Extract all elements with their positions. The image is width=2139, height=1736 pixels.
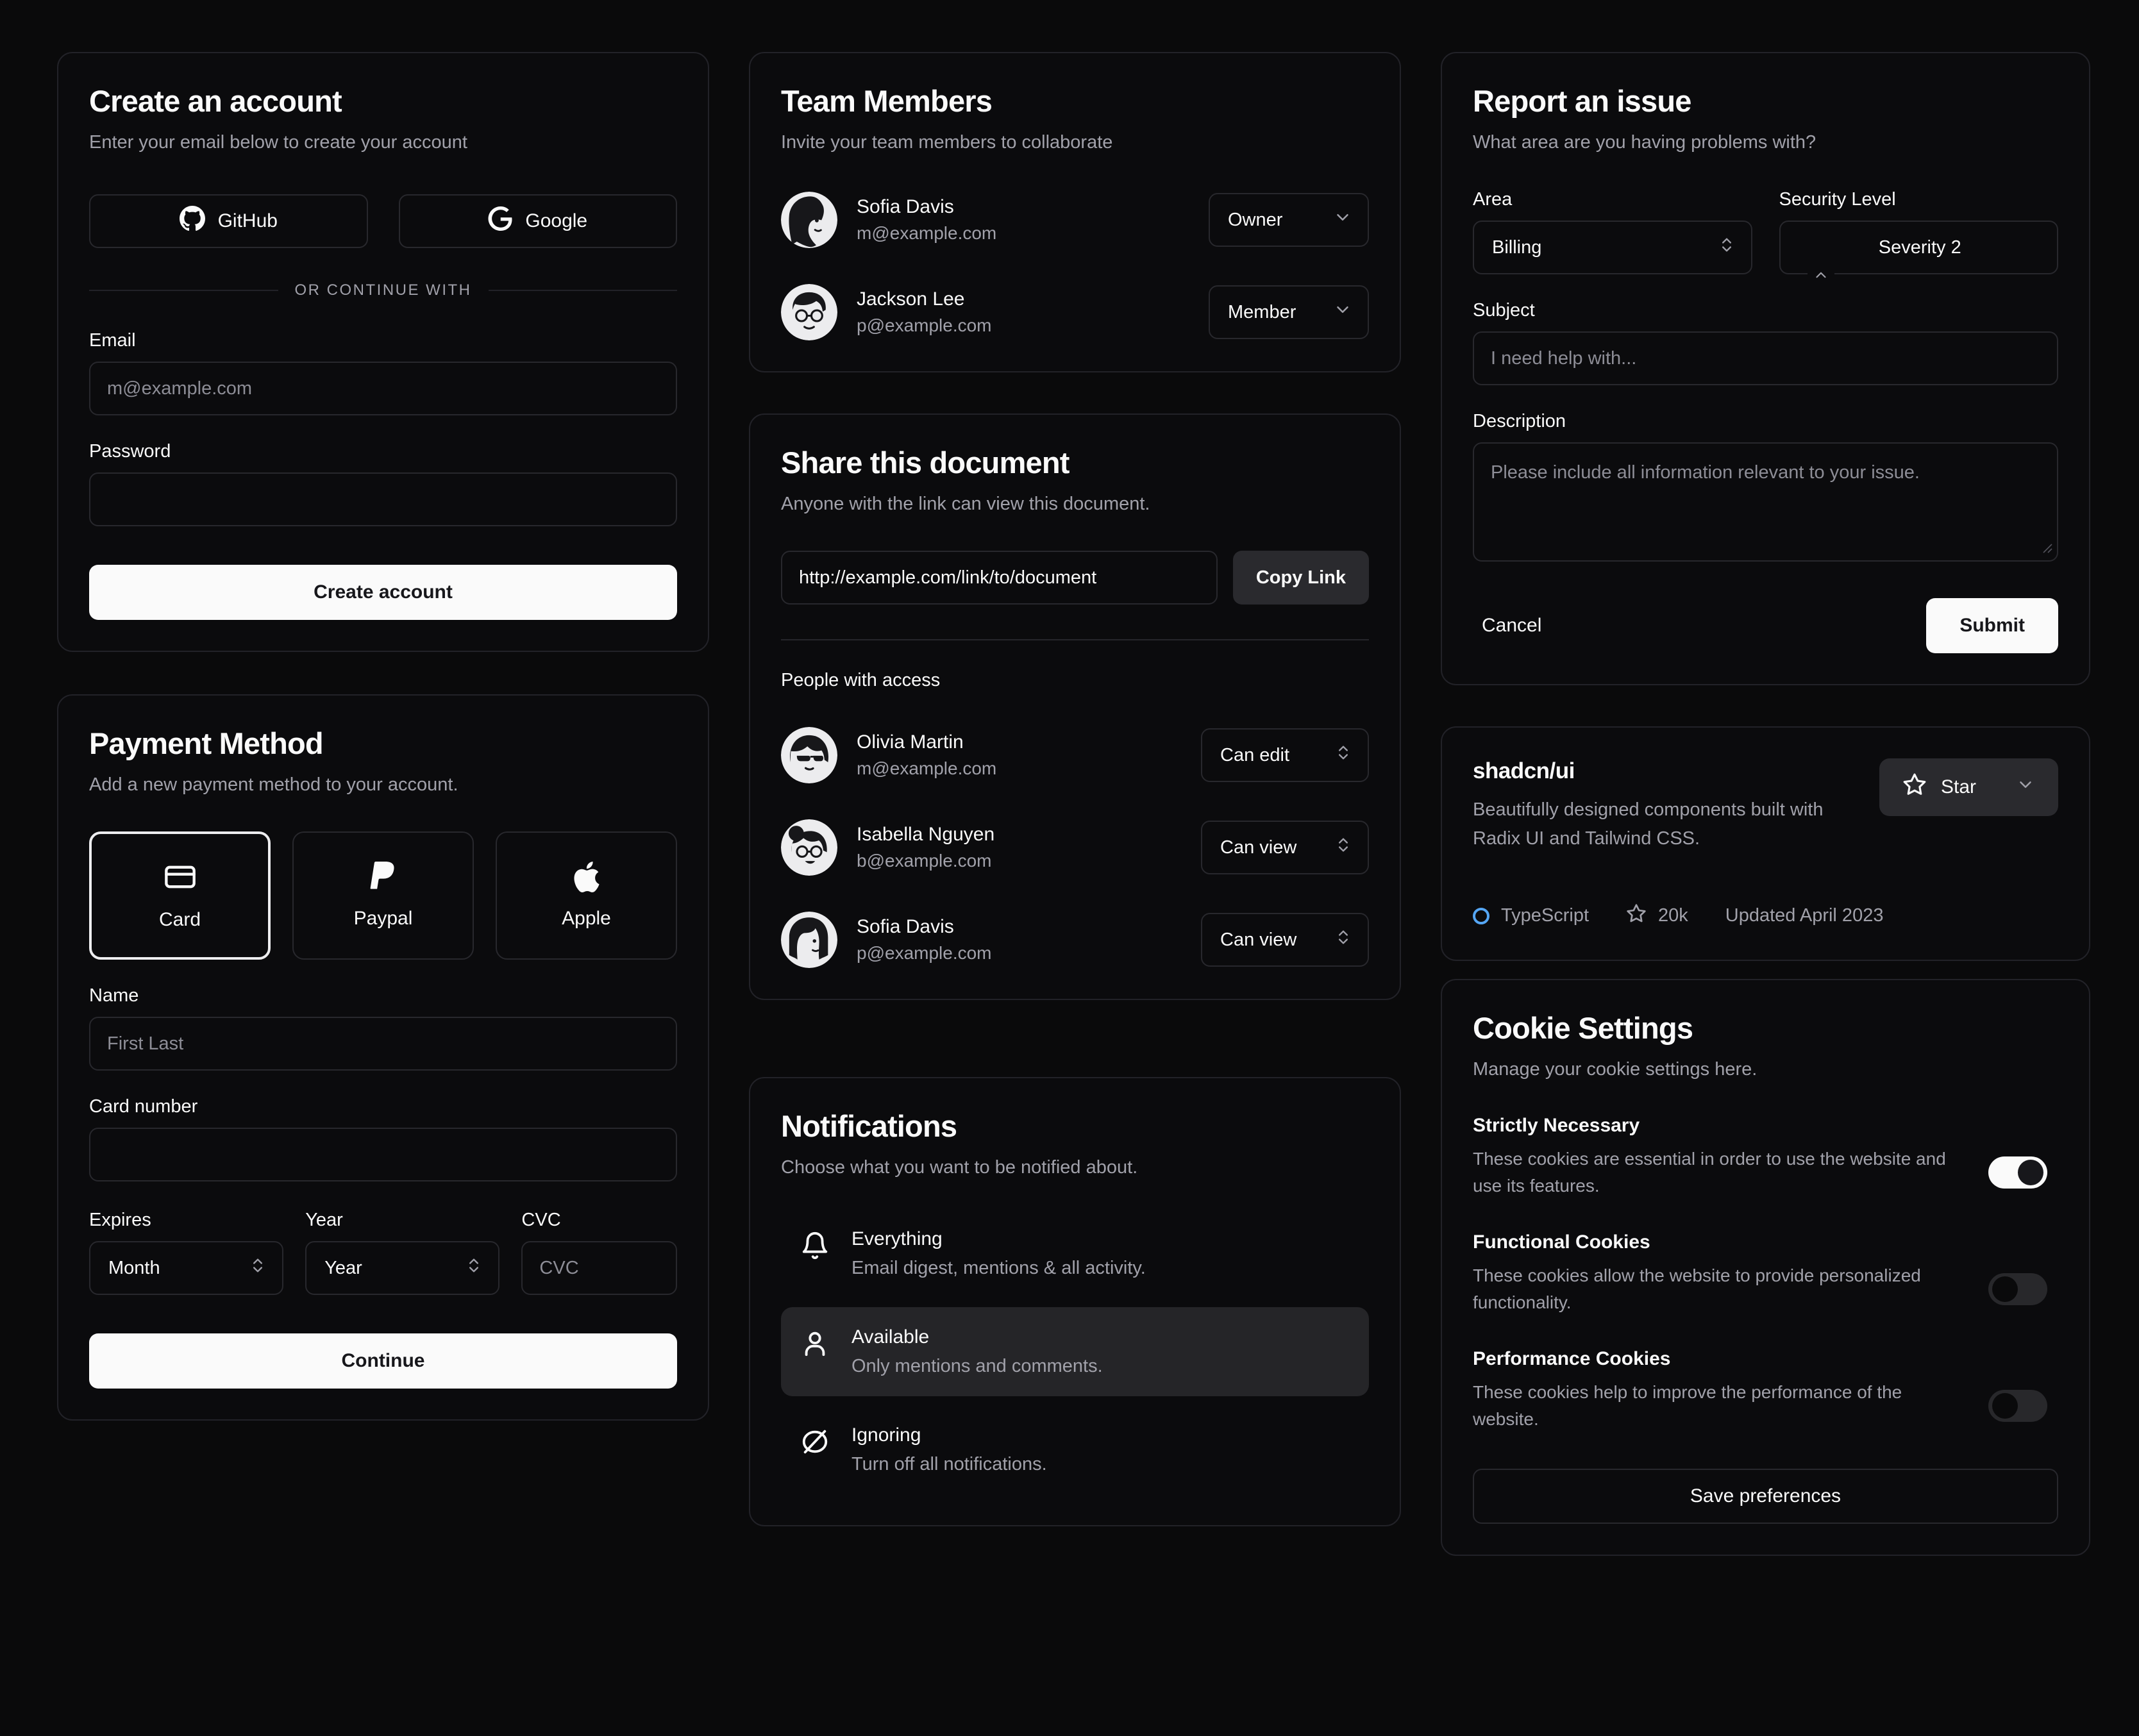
payment-tab-apple-label: Apple (562, 908, 611, 930)
notification-option-title: Available (851, 1326, 930, 1348)
oauth-buttons (89, 194, 677, 248)
avatar-olivia-martin (781, 727, 837, 783)
cookie-item-description: These cookies allow the website to provide personalized functionality. (1473, 1265, 1921, 1313)
people-with-access-label: People with access (781, 670, 941, 691)
cookie-row-functional (1473, 1231, 2058, 1316)
repo-meta (1473, 903, 2058, 929)
divider-line (781, 639, 1369, 640)
permission-value: Can edit (1220, 744, 1290, 765)
name-field[interactable] (89, 1017, 677, 1071)
github-button[interactable] (89, 194, 368, 248)
google-icon (488, 206, 512, 236)
team-member-row (781, 192, 1369, 248)
card-number-label: Card number (89, 1096, 198, 1117)
cookie-item-description: These cookies are essential in order to use the website and use its features. (1473, 1149, 1946, 1196)
card-number-field-group (89, 1096, 677, 1181)
cookie-item-title: Strictly Necessary (1473, 1115, 1640, 1137)
star-button[interactable] (1879, 758, 2058, 816)
team-member-email: m@example.com (857, 223, 997, 244)
access-person-name: Sofia Davis (857, 916, 954, 938)
subject-field[interactable] (1473, 331, 2058, 385)
chevrons-up-down-icon (465, 1256, 483, 1280)
payment-tab-apple[interactable] (496, 831, 677, 960)
google-button-label: Google (525, 210, 588, 232)
access-person-email: b@example.com (857, 851, 992, 871)
notifications-description: Choose what you want to be notified about. (781, 1157, 1138, 1178)
expires-month-value: Month (108, 1257, 160, 1278)
notification-option-text (851, 1326, 1103, 1377)
cancel-button[interactable]: Cancel (1473, 615, 1550, 637)
cookie-item-description: These cookies help to improve the performance of the website. (1473, 1382, 1902, 1430)
security-level-select[interactable] (1779, 221, 2059, 274)
strictly-necessary-toggle[interactable] (1988, 1156, 2047, 1189)
chevron-down-icon[interactable] (2016, 775, 2035, 799)
share-document-card (749, 413, 1401, 1000)
email-field[interactable] (89, 362, 677, 415)
notification-option-text (851, 1424, 1047, 1475)
access-person-info (857, 824, 1182, 871)
role-select-owner[interactable] (1209, 193, 1369, 247)
bell-icon (800, 1231, 830, 1264)
notification-option-title: Everything (851, 1228, 943, 1250)
access-person-name: Isabella Nguyen (857, 824, 995, 846)
card-number-field[interactable] (89, 1128, 677, 1181)
area-value: Billing (1492, 237, 1542, 258)
expires-month-select[interactable] (89, 1241, 283, 1295)
google-button[interactable] (399, 194, 678, 248)
or-divider-label: OR CONTINUE WITH (294, 281, 472, 299)
chevrons-up-down-icon (1334, 928, 1352, 951)
notification-option-available[interactable] (781, 1307, 1369, 1396)
github-button-label: GitHub (217, 210, 278, 232)
chevrons-up-down-icon (249, 1256, 267, 1280)
avatar-jackson-lee (781, 284, 837, 340)
star-icon (1626, 903, 1647, 929)
access-person-info (857, 731, 1182, 779)
share-link-row (781, 551, 1369, 605)
team-member-email: p@example.com (857, 315, 992, 336)
security-level-group (1779, 189, 2059, 274)
permission-select-can-view[interactable] (1201, 913, 1369, 967)
chevrons-up-down-icon (1334, 744, 1352, 767)
team-member-info (857, 288, 1189, 336)
year-label: Year (305, 1210, 343, 1231)
email-label: Email (89, 330, 136, 351)
star-button-label: Star (1940, 776, 1976, 798)
description-textarea-wrap (1473, 442, 2058, 565)
chevron-up-icon (1808, 267, 1834, 287)
report-issue-description: What area are you having problems with? (1473, 132, 1816, 153)
payment-tab-card-label: Card (158, 909, 201, 931)
permission-value: Can view (1220, 929, 1297, 950)
report-actions (1473, 598, 2058, 653)
area-label: Area (1473, 189, 1513, 210)
security-level-value: Severity 2 (1878, 237, 1961, 258)
notification-option-description: Email digest, mentions & all activity. (851, 1258, 1146, 1279)
save-preferences-button[interactable]: Save preferences (1473, 1469, 2058, 1524)
expires-label: Expires (89, 1210, 151, 1231)
person-icon (800, 1329, 830, 1362)
access-person-email: m@example.com (857, 758, 997, 779)
notification-option-title: Ignoring (851, 1424, 921, 1446)
divider-line (89, 290, 278, 291)
chevron-down-icon (1333, 208, 1352, 232)
role-select-member[interactable] (1209, 285, 1369, 339)
team-member-name: Sofia Davis (857, 196, 954, 218)
repo-language-label: TypeScript (1501, 905, 1589, 926)
toggle-thumb (1992, 1393, 2018, 1419)
repo-language (1473, 905, 1589, 926)
resize-grip-icon[interactable] (2039, 540, 2053, 557)
payment-type-tabs (89, 831, 677, 960)
copy-link-button[interactable]: Copy Link (1233, 551, 1369, 605)
divider-line (489, 290, 678, 291)
avatar-sofia-davis (781, 192, 837, 248)
expiry-row (89, 1210, 677, 1295)
repo-description: Beautifully designed components built with Radix UI and Tailwind CSS. (1473, 799, 1824, 849)
subject-group (1473, 300, 2058, 385)
create-account-description: Enter your email below to create your account (89, 132, 467, 153)
permission-select-can-view[interactable] (1201, 821, 1369, 874)
year-select[interactable] (305, 1241, 499, 1295)
name-label: Name (89, 985, 139, 1006)
right-column (1441, 52, 2090, 1556)
create-account-card (57, 52, 709, 652)
subject-label: Subject (1473, 300, 1535, 321)
description-field[interactable] (1473, 442, 2058, 562)
share-link-input[interactable] (781, 551, 1218, 605)
cookie-item-body (1473, 1262, 2058, 1316)
paypal-icon (368, 862, 399, 897)
notification-option-description: Turn off all notifications. (851, 1454, 1047, 1475)
team-members-title: Team Members (781, 84, 993, 118)
notification-option-ignoring[interactable] (781, 1405, 1369, 1494)
submit-button[interactable]: Submit (1926, 598, 2058, 653)
team-members-description: Invite your team members to collaborate (781, 132, 1113, 153)
cookie-row-performance (1473, 1348, 2058, 1433)
apple-icon (571, 862, 602, 897)
cookie-item-body (1473, 1146, 2058, 1199)
report-issue-card (1441, 52, 2090, 685)
notification-option-description: Only mentions and comments. (851, 1356, 1103, 1377)
functional-cookies-toggle[interactable] (1988, 1273, 2047, 1305)
chevron-down-icon (1333, 300, 1352, 324)
create-account-button[interactable]: Create account (89, 565, 677, 620)
area-select[interactable] (1473, 221, 1752, 274)
cookie-settings-title: Cookie Settings (1473, 1010, 1693, 1045)
payment-tab-paypal-label: Paypal (353, 908, 413, 930)
description-label: Description (1473, 411, 1566, 432)
continue-button[interactable]: Continue (89, 1333, 677, 1389)
description-group (1473, 411, 2058, 565)
cookie-item-title: Functional Cookies (1473, 1231, 1650, 1253)
cookie-row-strictly-necessary (1473, 1115, 2058, 1199)
report-issue-title: Report an issue (1473, 84, 1691, 118)
repo-card (1441, 726, 2090, 961)
area-group (1473, 189, 1752, 274)
access-person-row (781, 727, 1369, 783)
cookie-item-body (1473, 1379, 2058, 1433)
repo-stars-count: 20k (1658, 905, 1688, 926)
eye-off-icon (800, 1427, 830, 1460)
or-divider (89, 281, 677, 299)
password-label: Password (89, 441, 171, 462)
notification-option-text (851, 1228, 1146, 1279)
payment-tab-paypal[interactable] (292, 831, 474, 960)
access-person-info (857, 916, 1182, 964)
cookie-settings-card (1441, 979, 2090, 1556)
notification-option-everything[interactable] (781, 1209, 1369, 1298)
payment-method-description: Add a new payment method to your account. (89, 774, 458, 796)
area-security-row (1473, 189, 2058, 274)
role-value: Member (1228, 301, 1296, 322)
access-person-email: p@example.com (857, 943, 992, 964)
cvc-label: CVC (521, 1210, 561, 1231)
performance-cookies-toggle[interactable] (1988, 1390, 2047, 1422)
access-person-name: Olivia Martin (857, 731, 964, 753)
cookie-settings-description: Manage your cookie settings here. (1473, 1059, 1757, 1080)
toggle-thumb (1992, 1276, 2018, 1302)
share-document-title: Share this document (781, 446, 1070, 480)
repo-header (1473, 758, 2058, 853)
create-account-title: Create an account (89, 84, 342, 118)
name-field-group (89, 985, 677, 1071)
security-level-label: Security Level (1779, 189, 1896, 210)
share-document-description: Anyone with the link can view this document. (781, 494, 1150, 515)
left-column (57, 52, 709, 1421)
typescript-dot-icon (1473, 908, 1489, 924)
year-group (305, 1210, 499, 1295)
cvc-field[interactable] (521, 1241, 677, 1295)
repo-updated: Updated April 2023 (1725, 905, 1884, 926)
password-field[interactable] (89, 472, 677, 526)
avatar-isabella-nguyen (781, 819, 837, 876)
expires-group (89, 1210, 283, 1295)
payment-tab-card[interactable] (89, 831, 271, 960)
role-value: Owner (1228, 209, 1283, 230)
github-icon (180, 206, 205, 237)
avatar-sofia-davis-2 (781, 912, 837, 968)
notification-options (781, 1209, 1369, 1494)
password-field-group (89, 441, 677, 526)
access-person-row (781, 912, 1369, 968)
team-members-card (749, 52, 1401, 372)
credit-card-icon (164, 860, 197, 899)
team-member-info (857, 196, 1189, 244)
chevrons-up-down-icon (1334, 836, 1352, 859)
chevrons-up-down-icon (1718, 236, 1736, 259)
notifications-title: Notifications (781, 1109, 957, 1144)
repo-title: shadcn/ui (1473, 758, 1575, 784)
access-person-row (781, 819, 1369, 876)
permission-select-can-edit[interactable] (1201, 728, 1369, 782)
cookie-item-title: Performance Cookies (1473, 1348, 1671, 1370)
team-member-row (781, 284, 1369, 340)
repo-text (1473, 758, 1832, 853)
cvc-group (521, 1210, 677, 1295)
notifications-card (749, 1077, 1401, 1526)
middle-column (749, 52, 1401, 1526)
payment-method-title: Payment Method (89, 726, 323, 761)
permission-value: Can view (1220, 837, 1297, 858)
payment-method-card (57, 694, 709, 1421)
year-value: Year (324, 1257, 362, 1278)
team-member-name: Jackson Lee (857, 288, 965, 310)
star-icon (1902, 772, 1927, 802)
repo-stars (1626, 903, 1688, 929)
toggle-thumb (2018, 1160, 2043, 1185)
email-field-group (89, 330, 677, 415)
